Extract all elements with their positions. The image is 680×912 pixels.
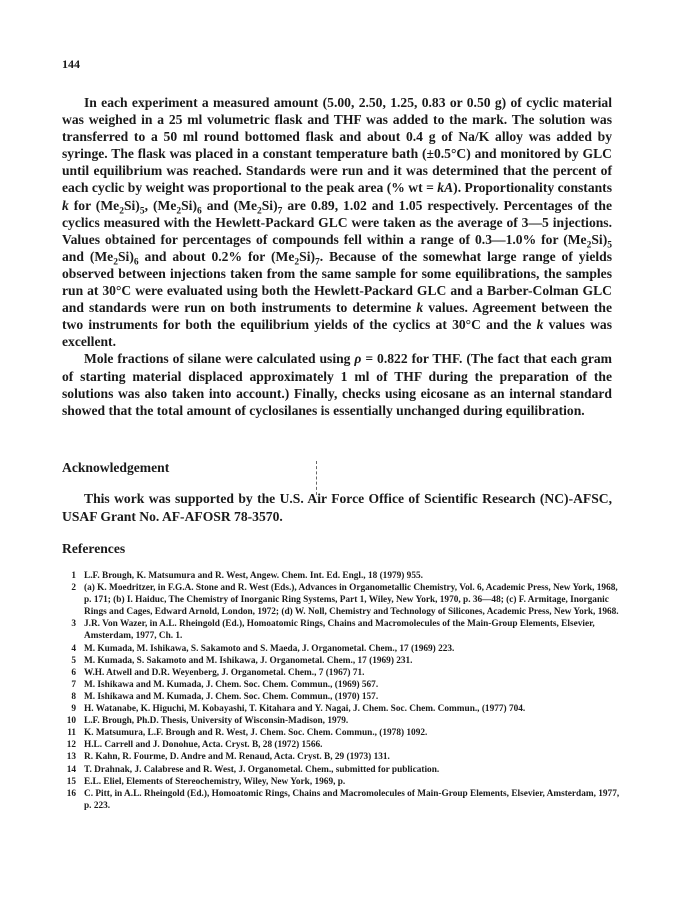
text-run: Si): [181, 197, 197, 213]
text-run: and (Me: [201, 197, 257, 213]
reference-item: [62, 618, 622, 642]
italic-symbol: k: [416, 300, 424, 316]
reference-number: 15: [66, 776, 76, 787]
reference-number: 14: [66, 764, 76, 775]
reference-text: L.F. Brough, K. Matsumura and R. West, Angew. Chem. Int. Ed. Engl., 18 (1979) 955.: [84, 571, 423, 581]
reference-item: [62, 788, 622, 812]
subscript: 2: [586, 240, 592, 251]
reference-item: [62, 582, 622, 618]
subscript: 5: [139, 206, 145, 217]
italic-symbol: ρ: [354, 351, 362, 367]
text-run: are 0.89, 1.02 and 1.05 respectively. Percentages of the cyclics measured with the Hewlett-Packard GLC were taken as the average of 3—5 injections. Values obtained for percentages of compounds fell within a range of 0.3—1.0% for (Me: [62, 197, 612, 247]
reference-list: [62, 570, 622, 812]
reference-number: 13: [66, 752, 76, 763]
subscript: 2: [256, 206, 262, 217]
text-run: Si): [123, 197, 140, 213]
reference-text: K. Matsumura, L.F. Brough and R. West, J. Chem. Soc. Chem. Commun., (1978) 1092.: [84, 728, 428, 739]
subscript: 7: [315, 257, 320, 268]
acknowledgement-heading: Acknowledgement: [62, 460, 170, 475]
text-run: and about 0.2% for (Me: [138, 248, 295, 264]
reference-item: [62, 764, 622, 776]
reference-text: T. Drahnak, J. Calabrese and R. West, J. Organometal. Chem., submitted for publication.: [84, 764, 440, 775]
reference-text: (a) K. Moedritzer, in F.G.A. Stone and R. West (Eds.), Advances in Organometallic Chemistry, Vol. 6, Academic Press, New York, 1968, p. 171; (b) I. Haiduc, The Chemistry of Inorganic Ring Systems, Part 1, Wiley, New York, 1970, p. 36—48; (c) F. Armitage, Inorganic Rings and Cages, Edward Arnold, London, 1972; (d) W. Noll, Chemistry and Technology of Silicones, Academic Press, New York, 1968.: [84, 583, 619, 618]
italic-symbol: kA: [437, 180, 454, 196]
reference-item: [62, 691, 622, 703]
subscript: 2: [113, 257, 118, 268]
text-run: , (Me: [144, 197, 177, 213]
italic-symbol: k: [62, 197, 69, 213]
text-run: values. Agreement between the two instruments for both the equilibrium yields of the cyclics at 30°C and the: [62, 300, 612, 333]
reference-text: L.F. Brough, Ph.D. Thesis, University of Wisconsin-Madison, 1979.: [84, 716, 349, 727]
reference-text: M. Ishikawa and M. Kumada, J. Chem. Soc. Chem. Commun., (1970) 157.: [84, 691, 379, 702]
reference-text: W.H. Atwell and D.R. Weyenberg, J. Organometal. Chem., 7 (1967) 71.: [84, 667, 365, 678]
references-heading: References: [62, 541, 126, 556]
reference-item: [62, 776, 622, 788]
reference-text: M. Kumada, S. Sakamoto and M. Ishikawa, J. Organometal. Chem., 17 (1969) 231.: [84, 655, 413, 666]
reference-text: R. Kahn, R. Fourme, D. Andre and M. Renaud, Acta. Cryst. B, 29 (1973) 131.: [84, 752, 390, 763]
text-run: In each experiment a measured amount (5.00, 2.50, 1.25, 0.83 or 0.50 g) of cyclic material was weighed in a 25 ml volumetric flask and THF was added to the mark. The solution was transferred to a 50 ml round bottomed flask and about 0.4 g of Na/K alloy was added by syringe. The flask was placed in a constant temperature bath (±0.5°C) and monitored by GLC until equilibrium was reached. Standards were run and it was determined that the percent of each cyclic by weight was proportional to the peak area (% wt =: [62, 95, 612, 196]
reference-item: [62, 715, 622, 727]
reference-item: [62, 643, 622, 655]
reference-text: M. Ishikawa and M. Kumada, J. Chem. Soc. Chem. Commun., (1969) 567.: [84, 679, 379, 690]
reference-item: [62, 727, 622, 739]
italic-symbol: k: [536, 317, 544, 333]
reference-number: 7: [71, 679, 76, 690]
acknowledgement-text: This work was supported by the U.S. Air Force Office of Scientific Research (NC)-AFSC, USAF Grant No. AF-AFOSR 78-3570.: [62, 491, 612, 524]
subscript: 2: [294, 257, 300, 268]
text-run: values was excellent.: [62, 317, 612, 350]
reference-text: H.L. Carrell and J. Donohue, Acta. Cryst. B, 28 (1972) 1566.: [84, 740, 323, 751]
text-run: Si): [117, 248, 134, 264]
subscript: 7: [277, 206, 283, 217]
subscript: 2: [176, 206, 182, 217]
reference-text: M. Kumada, M. Ishikawa, S. Sakamoto and S. Maeda, J. Organometal. Chem., 17 (1969) 223.: [84, 643, 455, 654]
reference-number: 1: [71, 571, 76, 581]
reference-item: [62, 739, 622, 751]
reference-item: [62, 667, 622, 679]
reference-number: 9: [71, 704, 76, 715]
reference-number: 10: [66, 716, 76, 727]
reference-number: 4: [71, 643, 76, 654]
text-run: Si): [261, 197, 278, 213]
subscript: 6: [133, 257, 139, 268]
reference-number: 16: [66, 788, 76, 799]
reference-item: [62, 570, 622, 582]
text-run: . Because of the somewhat large range of yields observed between injections taken from the same sample for some equilibrations, the samples run at 30°C were evaluated using both the Hewlett-Packard GLC and a Barber-Colman GLC and standards were run on both instruments to determine: [62, 248, 612, 316]
reference-number: 12: [66, 740, 76, 751]
reference-item: [62, 655, 622, 667]
text-run: ). Proportionality constants: [453, 180, 612, 196]
text-run: Mole fractions of silane were calculated using: [84, 351, 355, 367]
body-text: [62, 94, 612, 419]
paragraph-mole-fractions: [62, 350, 612, 418]
reference-text: E.L. Eliel, Elements of Stereochemistry, Wiley, New York, 1969, p.: [84, 776, 346, 787]
reference-text: C. Pitt, in A.L. Rheingold (Ed.), Homoatomic Rings, Chains and Macromolecules of Main-Group Elements, Elsevier, Amsterdam, 1977, p. 223.: [84, 788, 620, 811]
text-run: Si): [299, 248, 316, 264]
reference-text: J.R. Von Wazer, in A.L. Rheingold (Ed.), Homoatomic Rings, Chains and Macromolecules of the Main-Group Elements, Elsevier, Amsterdam, 1977, Ch. 1.: [84, 619, 595, 642]
reference-number: 5: [71, 655, 76, 666]
text-run: for (Me: [68, 197, 120, 213]
subscript: 5: [607, 240, 612, 251]
paragraph-experiment: [62, 94, 612, 350]
reference-number: 3: [71, 619, 76, 630]
reference-text: H. Watanabe, K. Higuchi, M. Kobayashi, T. Kitahara and Y. Nagai, J. Chem. Soc. Chem. Commun., (1977) 704.: [84, 704, 526, 715]
subscript: 6: [197, 206, 202, 217]
reference-number: 6: [71, 667, 76, 678]
reference-number: 8: [71, 691, 76, 702]
page-number: 144: [62, 57, 80, 71]
text-run: Si): [591, 231, 608, 247]
reference-item: [62, 679, 622, 691]
subscript: 2: [119, 206, 124, 217]
text-run: = 0.822 for THF. (The fact that each gram of starting material displaced approximately 1 ml of THF during the preparation of the solutions was also taken into account.) Finally, checks using eicosane as an internal standard showed that the total amount of cyclosilanes is essentially unchanged during equilibration.: [62, 351, 612, 418]
reference-number: 11: [67, 728, 76, 739]
reference-number: 2: [71, 583, 76, 594]
reference-item: [62, 751, 622, 763]
reference-item: [62, 703, 622, 715]
text-run: and (Me: [62, 248, 114, 264]
